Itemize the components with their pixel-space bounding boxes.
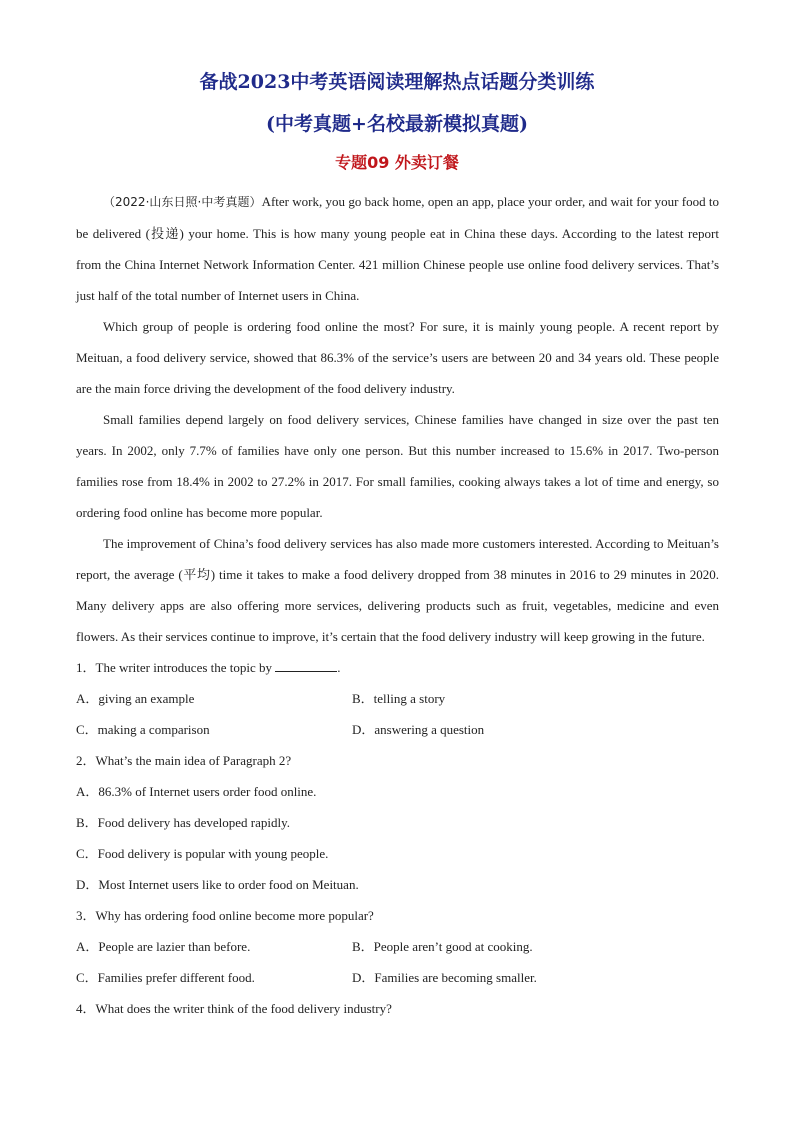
question-2-option-a: A．86.3% of Internet users order food online. bbox=[76, 784, 317, 799]
source-citation: （2022·山东日照·中考真题） bbox=[103, 195, 262, 209]
passage-paragraph-4: The improvement of China’s food delivery services has also made more customers interested. According to Meituan’s report, the average (平均) time it takes to make a food delivery dropped from 38 minutes in 2016 to 29 minutes in 2020. Many delivery apps are also offering more services, delivering products such as fruit, vegetables, medicine and even flowers. As their services continue to improve, it’s certain that the food delivery industry will keep growing in the future. bbox=[76, 536, 719, 644]
question-3-options-row-2 bbox=[76, 962, 719, 993]
question-2-option-c: C．Food delivery is popular with young people. bbox=[76, 846, 329, 861]
question-3-option-d: D．Families are becoming smaller. bbox=[352, 970, 537, 985]
document-title: 备战2023中考英语阅读理解热点话题分类训练 bbox=[199, 71, 595, 93]
passage-paragraph-2: Which group of people is ordering food online the most? For sure, it is mainly young people. A recent report by Meituan, a food delivery service, showed that 86.3% of the service’s users are between 20 and 34 years old. These people are the main force driving the development of the food delivery industry. bbox=[76, 319, 719, 396]
question-1-stem: 1．The writer introduces the topic by . bbox=[76, 652, 719, 683]
question-1-option-b: B．telling a story bbox=[352, 691, 446, 706]
question-3-options-row-1 bbox=[76, 931, 719, 962]
question-1-option-c: C．making a comparison bbox=[76, 722, 210, 737]
question-1-option-a: A．giving an example bbox=[76, 691, 195, 706]
document-title-line2: (中考真题+名校最新模拟真题) bbox=[266, 113, 528, 135]
document-body bbox=[76, 186, 719, 1024]
question-2-option-b: B．Food delivery has developed rapidly. bbox=[76, 815, 290, 830]
question-1-options-row-1 bbox=[76, 683, 719, 714]
question-1-option-d: D．answering a question bbox=[352, 722, 485, 737]
question-3-option-c: C．Families prefer different food. bbox=[76, 970, 255, 985]
question-2-stem: 2．What’s the main idea of Paragraph 2? bbox=[76, 753, 292, 768]
question-3-stem: 3．Why has ordering food online become more popular? bbox=[76, 908, 374, 923]
question-3-option-a: A．People are lazier than before. bbox=[76, 939, 251, 954]
question-1-options-row-2 bbox=[76, 714, 719, 745]
passage-paragraph-3: Small families depend largely on food delivery services, Chinese families have changed in size over the past ten years. In 2002, only 7.7% of families have only one person. But this number increased to 15.6% in 2017. Two-person families rose from 18.4% in 2002 to 27.2% in 2017. For small families, cooking always takes a lot of time and energy, so ordering food online has become more popular. bbox=[76, 412, 719, 520]
passage-paragraph-1 bbox=[76, 186, 719, 311]
topic-subtitle: 专题09 外卖订餐 bbox=[335, 153, 459, 172]
answer-blank bbox=[275, 657, 337, 672]
paragraph-1-text: After work, you go back home, open an app, place your order, and wait for your food to be delivered (投递) your home. This is how many young people eat in China these days. According to the latest report from the China Internet Network Information Center. 421 million Chinese people use online food delivery services. That’s just half of the total number of Internet users in China. bbox=[76, 194, 720, 303]
question-3-option-b: B．People aren’t good at cooking. bbox=[352, 939, 533, 954]
question-2-option-d: D．Most Internet users like to order food on Meituan. bbox=[76, 877, 359, 892]
question-4-stem: 4．What does the writer think of the food delivery industry? bbox=[76, 1001, 392, 1016]
